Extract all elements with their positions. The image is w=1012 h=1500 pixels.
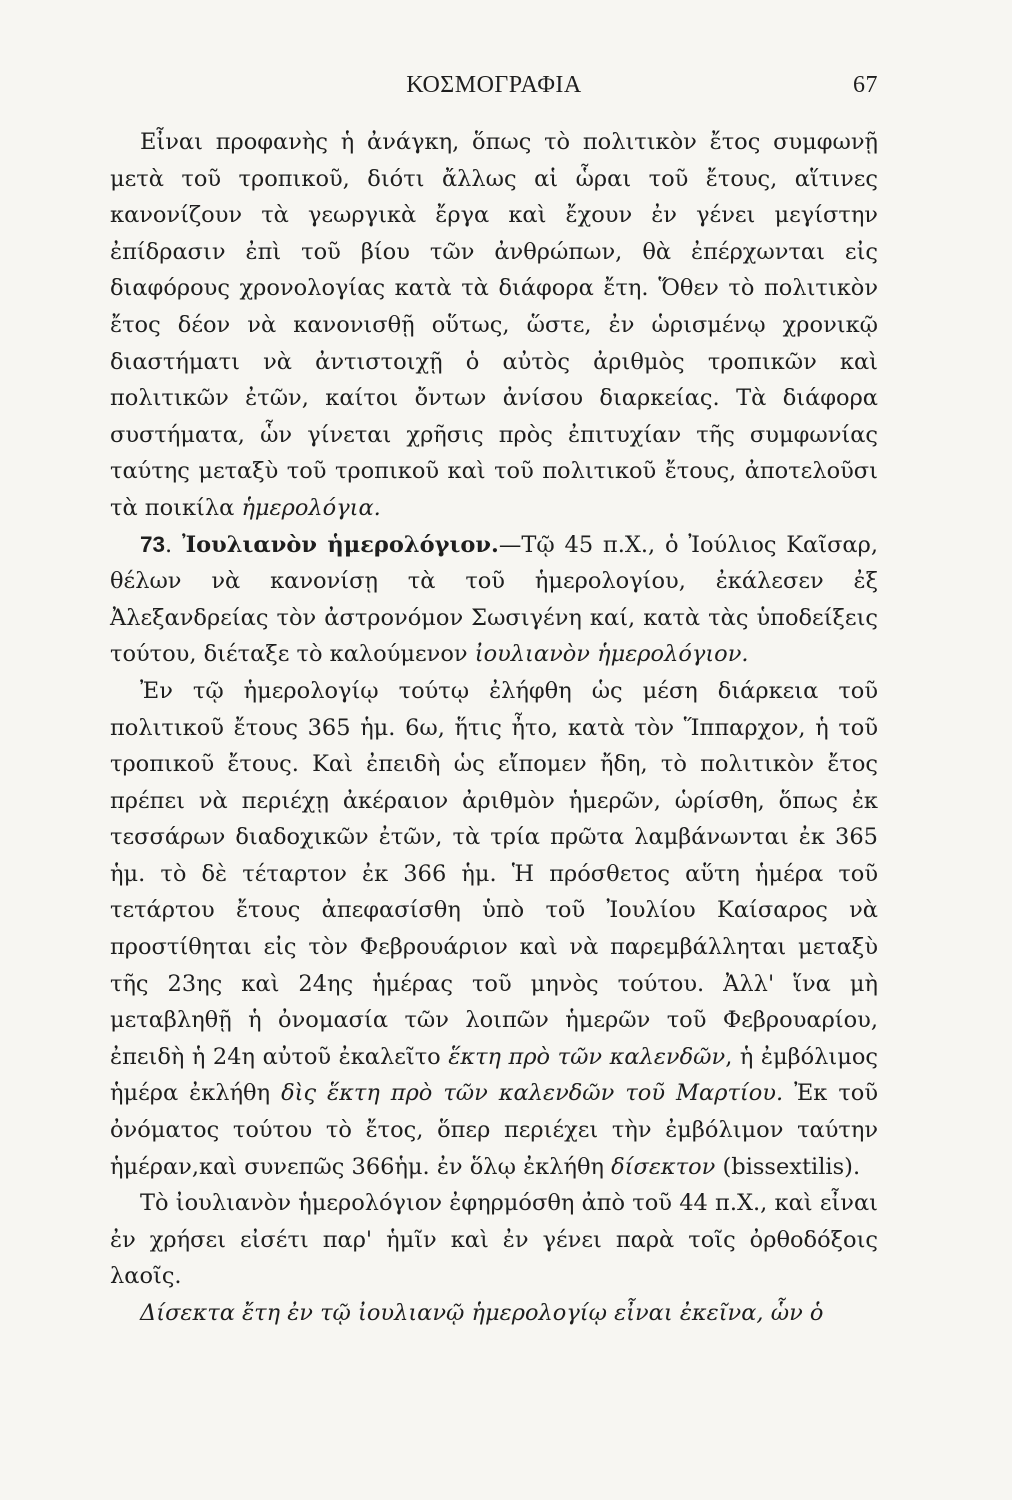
paragraph-text: (bissextilis). (715, 1153, 861, 1180)
paragraph-text: —Τῷ 45 π.Χ., ὁ Ἰούλιος Καῖσαρ, θέλων νὰ κανονίσῃ τὰ τοῦ ἡμερολογίου, ἐκάλεσεν ἐξ Ἀλεξανδρείας τὸν ἀστρονόμον Σωσιγένη καί, κατὰ τὰς ὑποδείξεις τούτου, διέταξε τὸ καλούμενον (110, 531, 878, 668)
paragraph-julian-adoption (110, 1185, 878, 1295)
paragraph-text: Ἐν τῷ ἡμερολογίῳ τούτῳ ἐλήφθη ὡς μέση διάρκεια τοῦ πολιτικοῦ ἔτους 365 ἡμ. 6ω, ἥτις ἦτο, κατὰ τὸν Ἵππαρχον, ἡ τοῦ τροπικοῦ ἔτους. Καὶ ἐπειδὴ ὡς εἴπομεν ἤδη, τὸ πολιτικὸν ἔτος πρέπει νὰ περιέχῃ ἀκέραιον ἀριθμὸν ἡμερῶν, ὡρίσθη, ὅπως ἐκ τεσσάρων διαδοχικῶν ἐτῶν, τὰ τρία πρῶτα λαμβάνωνται ἐκ 365 ἡμ. τὸ δὲ τέταρτον ἐκ 366 ἡμ. Ἡ πρόσθετος αὕτη ἡμέρα τοῦ τετάρτου ἔτους ἀπεφασίσθη ὑπὸ τοῦ Ἰουλίου Καίσαρος νὰ προστίθηται εἰς τὸν Φεβρουάριον καὶ νὰ παρεμβάλληται μεταξὺ τῆς 23ης καὶ 24ης ἡμέρας τοῦ μηνὸς τούτου. Ἀλλ' ἵνα μὴ μεταβληθῇ ἡ ὀνομασία τῶν λοιπῶν ἡμερῶν τοῦ Φεβρουαρίου, ἐπειδὴ ἡ 24η αὐτοῦ ἐκαλεῖτο (110, 677, 878, 1070)
italic-term-julian-calendar: ἰουλιανὸν ἡμερολόγιον. (474, 641, 749, 668)
section-number: 73 (140, 531, 166, 557)
paragraph-text: Ἐκ τοῦ ὀνόματος τούτου τὸ ἔτος, ὅπερ περιέχει τὴν ἐμβόλιμον ταύτην ἡμέραν,καὶ συνεπῶς 366ἡμ. ἐν ὅλῳ ἐκλήθη (110, 1080, 879, 1180)
paragraph-text: , ἡ ἐμβόλιμος ἡμέρα ἐκλήθη (110, 1043, 878, 1107)
italic-term-disekton: δίσεκτον (611, 1153, 716, 1180)
paragraph-text: Τὸ ἰουλιανὸν ἡμερολόγιον ἐφηρμόσθη ἀπὸ τοῦ 44 π.Χ., καὶ εἶναι ἐν χρήσει εἰσέτι παρ' ἡμῖν καὶ ἐν γένει παρὰ τοῖς ὀρθοδόξοις λαοῖς. (110, 1190, 878, 1290)
paragraph-leap-years (110, 1295, 878, 1332)
running-title: ΚΟΣΜΟΓΡΑΦΙΑ (406, 72, 582, 98)
italic-sentence-leap-years: Δίσεκτα ἔτη ἐν τῷ ἰουλιανῷ ἡμερολογίῳ εἶναι ἐκεῖνα, ὧν ὁ (140, 1300, 824, 1326)
body-text (110, 124, 878, 1332)
running-head (110, 72, 878, 106)
section-heading: Ἰουλιανὸν ἡμερολόγιον. (181, 531, 499, 558)
paragraph-leap-day (110, 673, 878, 1185)
italic-term-calendars: ἡμερολόγια. (241, 494, 381, 521)
page-number: 67 (853, 72, 878, 98)
paragraph-calendar-need (110, 124, 878, 527)
paragraph-julian-calendar: 73. Ἰουλιανὸν ἡμερολόγιον.—Τῷ 45 π.Χ., ὁ Ἰούλιος Καῖσαρ, θέλων νὰ κανονίσῃ τὰ τοῦ ἡμερολογίου, ἐκάλεσεν ἐξ Ἀλεξανδρείας τὸν ἀστρονόμον Σωσιγένη καί, κατὰ τὰς ὑποδείξεις τούτου, διέταξε τὸ καλούμενον ἰουλιανὸν ἡμερολόγιον. (110, 531, 878, 668)
paragraph-text: Εἶναι προφανὴς ἡ ἀνάγκη, ὅπως τὸ πολιτικὸν ἔτος συμφωνῇ μετὰ τοῦ τροπικοῦ, διότι ἄλλως αἱ ὧραι τοῦ ἔτους, αἵτινες κανονίζουν τὰ γεωργικὰ ἔργα καὶ ἔχουν ἐν γένει μεγίστην ἐπίδρασιν ἐπὶ τοῦ βίου τῶν ἀνθρώπων, θὰ ἐπέρχωνται εἰς διαφόρους χρονολογίας κατὰ τὰ διάφορα ἔτη. Ὅθεν τὸ πολιτικὸν ἔτος δέον νὰ κανονισθῇ οὕτως, ὥστε, ἐν ὡρισμένῳ χρονικῷ διαστήματι νὰ ἀντιστοιχῇ ὁ αὐτὸς ἀριθμὸς τροπικῶν καὶ πολιτικῶν ἐτῶν, καίτοι ὄντων ἀνίσου διαρκείας. Τὰ διάφορα συστήματα, ὧν γίνεται χρῆσις πρὸς ἐπιτυχίαν τῆς συμφωνίας ταύτης μεταξὺ τοῦ τροπικοῦ καὶ τοῦ πολιτικοῦ ἔτους, ἀποτελοῦσι τὰ ποικίλα (110, 129, 878, 521)
italic-term-sixth-before-calends: ἕκτη πρὸ τῶν καλενδῶν (448, 1043, 726, 1070)
italic-term-twice-sixth: δὶς ἕκτη πρὸ τῶν καλενδῶν τοῦ Μαρτίου. (281, 1080, 784, 1107)
